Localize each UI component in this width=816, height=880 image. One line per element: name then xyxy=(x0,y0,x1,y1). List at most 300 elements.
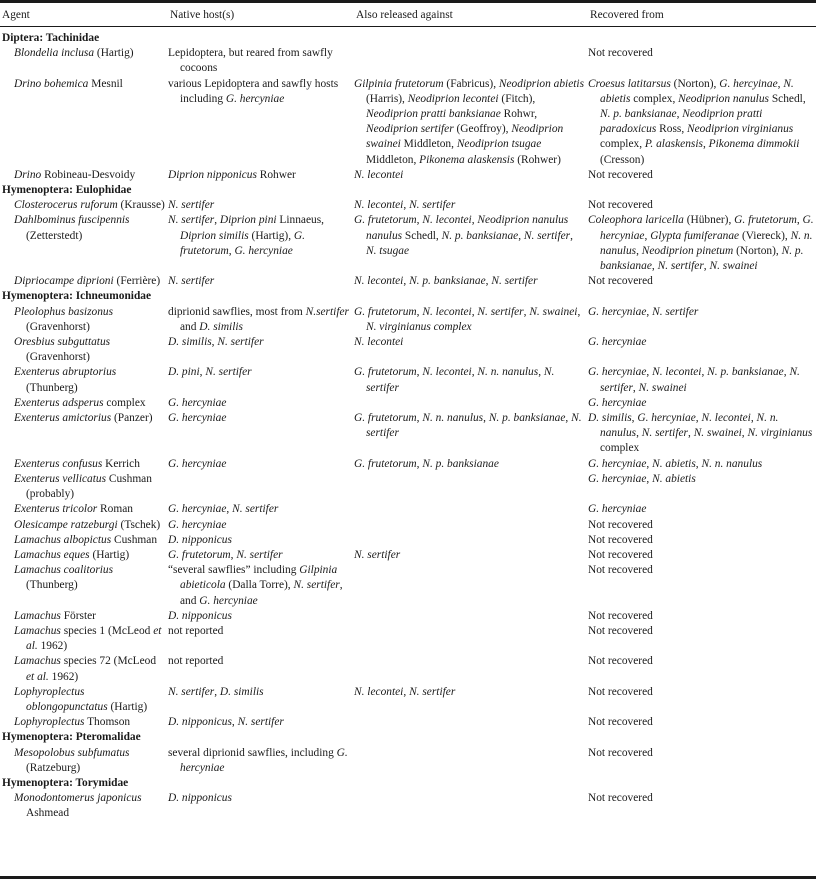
taxon-name: N. tsugae xyxy=(366,244,410,257)
agent-cell xyxy=(0,624,168,654)
taxon-name: Neodiprion abietis xyxy=(498,77,585,90)
cell-text xyxy=(14,624,166,654)
text-run: Not recovered xyxy=(588,746,653,759)
text-run: Not recovered xyxy=(588,518,653,531)
taxon-name: Neodiprion swainei xyxy=(366,123,564,151)
taxon-name: N. abietis xyxy=(652,472,696,485)
taxon-name: N. sertifer xyxy=(293,579,340,592)
taxon-name: G. hercyniae xyxy=(168,503,227,516)
taxon-name: N. p. banksianae xyxy=(441,229,519,242)
taxon-name: D. pini xyxy=(168,366,200,379)
taxon-name: D. nipponicus xyxy=(168,792,232,805)
taxon-name: Diprion similis xyxy=(180,229,249,242)
section-title: Diptera: Tachinidae xyxy=(2,32,100,44)
cell-text xyxy=(168,365,352,380)
taxon-name: G. hercyniae xyxy=(199,594,258,607)
cell-text xyxy=(168,335,352,350)
released-against-cell xyxy=(354,77,588,168)
cell-text xyxy=(168,654,352,669)
text-run: , xyxy=(471,305,478,318)
table-row xyxy=(0,335,816,365)
native-hosts-cell xyxy=(168,457,354,472)
text-run: (Zetterstedt) xyxy=(26,229,83,242)
cell-text xyxy=(168,791,352,806)
native-hosts-cell xyxy=(168,305,354,335)
taxon-name: Monodontomerus japonicus xyxy=(14,792,142,805)
taxon-name: G. frutetorum xyxy=(168,548,231,561)
cell-text xyxy=(14,518,166,533)
taxon-name: N. sertifer xyxy=(366,412,582,440)
cell-text xyxy=(168,274,352,289)
text-run: (Thunberg) xyxy=(26,381,78,394)
section-header-row xyxy=(0,730,816,745)
taxon-name: N. sertifer xyxy=(491,275,538,288)
taxon-name: N. sertifer xyxy=(236,548,283,561)
cell-text xyxy=(14,198,166,213)
text-run: , xyxy=(701,366,708,379)
taxon-name: Glypta fumiferanae xyxy=(650,229,740,242)
cell-text xyxy=(14,563,166,593)
taxon-name: G. hercyniae xyxy=(637,412,696,425)
header-native-hosts: Native host(s) xyxy=(170,9,235,21)
taxon-name: Lamachus eques xyxy=(14,548,90,561)
text-run: (Rohwer) xyxy=(514,153,561,166)
taxon-name: Neodiprion sertifer xyxy=(366,123,454,136)
agent-cell xyxy=(0,654,168,684)
cell-text xyxy=(14,715,166,730)
taxon-name: Exenterus abruptorius xyxy=(14,366,117,379)
released-against-cell xyxy=(354,791,588,821)
taxon-name: G. hercyniae xyxy=(588,472,647,485)
released-against-cell xyxy=(354,533,588,548)
taxon-name: Dahlbominus fuscipennis xyxy=(14,214,130,227)
taxon-name: N. lecontei xyxy=(354,685,404,698)
released-against-cell xyxy=(354,411,588,457)
text-run: 1962) xyxy=(48,670,79,683)
cell-text xyxy=(168,457,352,472)
table-row xyxy=(0,609,816,624)
taxon-name: N. p. banksianae xyxy=(422,457,499,470)
native-hosts-cell xyxy=(168,654,354,684)
taxon-name: Lamachus xyxy=(14,609,61,622)
text-run: , xyxy=(538,366,544,379)
text-run: Not recovered xyxy=(588,199,653,212)
text-run: species 1 (McLeod xyxy=(60,624,154,637)
cell-text xyxy=(14,168,166,183)
released-against-cell xyxy=(354,472,588,502)
cell-text xyxy=(168,518,352,533)
cell-text xyxy=(354,548,586,563)
table-row xyxy=(0,457,816,472)
text-run: (Fitch), xyxy=(498,92,536,105)
text-run: (Hartig) xyxy=(94,47,134,60)
cell-text xyxy=(14,274,166,289)
taxon-name: G. frutetorum xyxy=(734,214,797,227)
text-run: , xyxy=(199,366,206,379)
taxon-name: Dipriocampe diprioni xyxy=(14,275,114,288)
text-run: , xyxy=(214,685,220,698)
taxon-name: N. lecontei xyxy=(422,366,472,379)
taxon-name: N. p. banksianae xyxy=(409,275,486,288)
taxon-name: Exenterus vellicatus xyxy=(14,472,107,485)
cell-text xyxy=(168,533,352,548)
text-run: complex, xyxy=(600,138,645,151)
text-run: Not recovered xyxy=(588,168,653,181)
text-run: Not recovered xyxy=(588,548,653,561)
released-against-cell xyxy=(354,685,588,715)
cell-text xyxy=(354,213,586,259)
native-hosts-cell xyxy=(168,77,354,168)
text-run: (Fabricus), xyxy=(443,77,499,90)
cell-text xyxy=(588,791,814,806)
cell-text xyxy=(14,457,166,472)
text-run: , xyxy=(777,77,784,90)
recovered-from-cell xyxy=(588,715,816,730)
text-run: , xyxy=(636,244,642,257)
cell-text xyxy=(168,46,352,76)
table-row xyxy=(0,685,816,715)
cell-text xyxy=(354,198,586,213)
text-run: Ashmead xyxy=(26,807,70,820)
text-run: Mesnil xyxy=(88,77,123,90)
table-row xyxy=(0,654,816,684)
text-run: , xyxy=(741,427,748,440)
released-against-cell xyxy=(354,46,588,76)
agent-cell xyxy=(0,548,168,563)
cell-text xyxy=(14,533,166,548)
taxon-name: G. hercyniae xyxy=(168,518,227,531)
text-run: (Norton), xyxy=(670,77,720,90)
cell-text xyxy=(354,305,586,335)
taxon-name: D. nipponicus xyxy=(168,716,232,729)
text-run: Thomson xyxy=(84,716,131,729)
text-run: , xyxy=(695,457,702,470)
text-run: (Geoffroy), xyxy=(453,123,512,136)
taxon-name: N. virginianus complex xyxy=(366,320,472,333)
released-against-cell xyxy=(354,457,588,472)
taxon-name: N. sertifer xyxy=(168,199,215,212)
taxon-name: D. nipponicus xyxy=(168,609,232,622)
text-run: , xyxy=(416,412,423,425)
text-run: , xyxy=(646,457,653,470)
text-run: , xyxy=(214,214,220,227)
recovered-from-cell xyxy=(588,685,816,715)
cell-text xyxy=(588,365,814,395)
text-run: Not recovered xyxy=(588,47,653,60)
taxon-name: Lamachus xyxy=(14,655,61,668)
cell-text xyxy=(354,457,586,472)
cell-text xyxy=(588,46,814,61)
native-hosts-cell xyxy=(168,548,354,563)
cell-text xyxy=(588,502,814,517)
taxon-name: D. similis xyxy=(219,685,264,698)
cell-text xyxy=(168,198,352,213)
cell-text xyxy=(354,168,586,183)
released-against-cell xyxy=(354,746,588,776)
cell-text xyxy=(588,654,814,669)
text-run: (Thunberg) xyxy=(26,579,78,592)
section-header-row xyxy=(0,183,816,198)
taxon-name: N.sertifer xyxy=(305,305,349,318)
header-agent: Agent xyxy=(2,9,30,21)
taxon-name: G. frutetorum xyxy=(354,366,417,379)
cell-text xyxy=(588,396,814,411)
taxon-name: N. swainei xyxy=(709,260,758,273)
agent-cell xyxy=(0,274,168,289)
taxon-name: Oresbius subguttatus xyxy=(14,336,111,349)
taxon-name: G. frutetorum xyxy=(180,229,305,257)
agent-cell xyxy=(0,791,168,821)
text-run: Förster xyxy=(60,609,96,622)
agent-cell xyxy=(0,533,168,548)
released-against-cell xyxy=(354,654,588,684)
text-run: , xyxy=(226,503,233,516)
table-row xyxy=(0,46,816,76)
table-row xyxy=(0,746,816,776)
text-run: , xyxy=(636,427,642,440)
text-run: , xyxy=(676,108,683,121)
cell-text xyxy=(588,411,814,457)
native-hosts-cell xyxy=(168,198,354,213)
taxon-name: N. sertifer xyxy=(600,366,800,394)
cell-text xyxy=(168,77,352,107)
taxon-name: Exenterus confusus xyxy=(14,457,103,470)
table-row xyxy=(0,624,816,654)
section-title: Hymenoptera: Eulophidae xyxy=(2,184,132,197)
section-title: Hymenoptera: Torymidae xyxy=(2,776,129,789)
released-against-cell xyxy=(354,335,588,365)
cell-text xyxy=(588,472,814,487)
taxon-name: N. sertifer xyxy=(409,685,456,698)
cell-text xyxy=(354,274,586,289)
native-hosts-cell xyxy=(168,563,354,609)
text-run: Schedl, xyxy=(768,92,806,105)
text-run: , xyxy=(632,381,639,394)
cell-text xyxy=(14,746,166,776)
cell-text xyxy=(588,77,814,168)
text-run: 1962) xyxy=(37,640,68,653)
text-run: (Hartig) xyxy=(89,548,130,561)
recovered-from-cell xyxy=(588,654,816,684)
cell-text xyxy=(168,168,352,183)
taxon-name: N. sertifer xyxy=(366,366,555,394)
text-run: Not recovered xyxy=(588,685,653,698)
released-against-cell xyxy=(354,518,588,533)
text-run: (Ferrière) xyxy=(113,275,161,288)
agent-cell xyxy=(0,77,168,168)
taxon-name: G. hercyniae xyxy=(588,503,647,516)
cell-text xyxy=(14,472,166,502)
text-run: , xyxy=(403,199,410,212)
native-hosts-cell xyxy=(168,411,354,457)
taxon-name: N. sertifer xyxy=(657,260,704,273)
taxon-name: G. hercyniae xyxy=(180,746,348,774)
cell-text xyxy=(168,563,352,609)
text-run: Middleton, xyxy=(366,153,420,166)
text-run: Middleton, xyxy=(400,138,457,151)
text-run: , xyxy=(416,214,423,227)
taxon-name: N. abietis xyxy=(652,457,696,470)
native-hosts-cell xyxy=(168,472,354,502)
taxon-name: D. nipponicus xyxy=(168,533,232,546)
native-hosts-cell xyxy=(168,685,354,715)
table-row xyxy=(0,518,816,533)
cell-text xyxy=(588,274,814,289)
agent-cell xyxy=(0,365,168,395)
taxon-name: N. lecontei xyxy=(422,214,472,227)
taxon-name: Drino xyxy=(14,168,42,181)
cell-text xyxy=(14,335,166,365)
native-hosts-cell xyxy=(168,213,354,274)
taxon-name: Diprion pini xyxy=(219,214,277,227)
taxon-name: N. sertifer xyxy=(523,229,571,242)
table-row xyxy=(0,548,816,563)
cell-text xyxy=(588,624,814,639)
cell-text xyxy=(588,609,814,624)
cell-text xyxy=(168,746,352,776)
taxon-name: G. hercyniae xyxy=(225,92,285,105)
text-run: Lepidoptera, but reared from sawfly cocoons xyxy=(168,47,333,75)
taxon-name: N. swainei xyxy=(693,427,742,440)
table-row xyxy=(0,213,816,274)
cell-text xyxy=(588,533,814,548)
taxon-name: G. hercyniae xyxy=(168,412,227,425)
cell-text xyxy=(14,685,166,715)
text-run: , xyxy=(565,412,572,425)
taxon-name: Neodiprion lecontei xyxy=(407,92,499,105)
section-title: Hymenoptera: Pteromalidae xyxy=(2,731,141,744)
text-run: , xyxy=(783,366,790,379)
recovered-from-cell xyxy=(588,198,816,213)
table-body xyxy=(0,31,816,822)
cell-text xyxy=(588,548,814,563)
text-run: Not recovered xyxy=(588,275,653,288)
cell-text xyxy=(168,305,352,335)
text-run: Not recovered xyxy=(588,609,653,622)
taxon-name: N. p. banksianae xyxy=(600,108,677,121)
text-run: complex xyxy=(600,442,640,455)
cell-text xyxy=(14,791,166,821)
section-header-row xyxy=(0,776,816,791)
native-hosts-cell xyxy=(168,502,354,517)
recovered-from-cell xyxy=(588,77,816,168)
taxon-name: N. n. nanulus xyxy=(600,229,813,257)
cell-text xyxy=(14,365,166,395)
cell-text xyxy=(14,305,166,335)
text-run: Schedl, xyxy=(402,229,442,242)
table-row xyxy=(0,168,816,183)
released-against-cell xyxy=(354,502,588,517)
recovered-from-cell xyxy=(588,791,816,821)
table-top-rule xyxy=(0,0,816,3)
taxon-name: N. lecontei xyxy=(652,366,702,379)
taxon-name: Pleolophus basizonus xyxy=(14,305,114,318)
text-run: , xyxy=(644,229,651,242)
text-run: Not recovered xyxy=(588,655,653,668)
text-run: , xyxy=(577,305,581,318)
header-recovered-from: Recovered from xyxy=(590,9,664,21)
taxon-name: Lamachus coalitorius xyxy=(14,564,114,577)
table-row xyxy=(0,305,816,335)
native-hosts-cell xyxy=(168,791,354,821)
recovered-from-cell xyxy=(588,274,816,289)
native-hosts-cell xyxy=(168,335,354,365)
agent-cell xyxy=(0,685,168,715)
taxon-name: et al. xyxy=(26,624,162,653)
taxon-name: N. p. banksianae xyxy=(600,244,804,273)
taxon-name: P. alaskensis xyxy=(644,138,703,151)
text-run: , xyxy=(631,412,638,425)
native-hosts-cell xyxy=(168,365,354,395)
text-run: (Gravenhorst) xyxy=(26,351,90,364)
released-against-cell xyxy=(354,548,588,563)
agent-cell xyxy=(0,396,168,411)
taxon-name: N. sertifer xyxy=(641,427,688,440)
native-hosts-cell xyxy=(168,518,354,533)
taxon-name: G. hercyniae xyxy=(168,457,227,470)
taxon-name: D. similis xyxy=(588,412,632,425)
text-run: , xyxy=(796,214,803,227)
table-row xyxy=(0,715,816,730)
cell-text xyxy=(588,213,814,274)
text-run: complex xyxy=(103,396,146,409)
text-run: Not recovered xyxy=(588,624,653,637)
text-run: (Ratzeburg) xyxy=(26,761,81,774)
taxon-name: Pikonema alaskensis xyxy=(419,153,515,166)
table-row xyxy=(0,533,816,548)
table-bottom-rule xyxy=(0,876,816,879)
taxon-name: G. hercyniae xyxy=(600,214,814,242)
taxon-name: N. lecontei xyxy=(354,168,404,181)
text-run: , xyxy=(651,260,658,273)
text-run: Not recovered xyxy=(588,716,653,729)
taxon-name: Lophyroplectus oblongopunctatus xyxy=(14,685,108,713)
recovered-from-cell xyxy=(588,335,816,365)
recovered-from-cell xyxy=(588,533,816,548)
table-row xyxy=(0,198,816,213)
taxon-name: G. frutetorum xyxy=(354,214,417,227)
recovered-from-cell xyxy=(588,746,816,776)
taxon-name: N. abietis xyxy=(600,77,794,105)
table-row xyxy=(0,411,816,457)
text-run: , xyxy=(518,229,524,242)
taxon-name: N. sertifer xyxy=(168,214,215,227)
text-run: Rohwr, xyxy=(500,108,538,121)
text-run: Kerrich xyxy=(102,457,140,470)
taxon-name: Olesicampe ratzeburgi xyxy=(14,518,118,531)
text-run: Linnaeus, xyxy=(276,214,325,227)
released-against-cell xyxy=(354,396,588,411)
text-run: , xyxy=(570,229,573,242)
taxon-name: Drino bohemica xyxy=(14,77,89,90)
text-run: , xyxy=(646,366,653,379)
text-run: (Harris), xyxy=(366,92,408,105)
recovered-from-cell xyxy=(588,518,816,533)
text-run: , xyxy=(523,305,530,318)
recovered-from-cell xyxy=(588,502,816,517)
taxon-name: N. n. nanulus xyxy=(600,412,779,440)
cell-text xyxy=(588,457,814,472)
released-against-cell xyxy=(354,715,588,730)
cell-text xyxy=(588,715,814,730)
cell-text xyxy=(14,46,166,61)
native-hosts-cell xyxy=(168,533,354,548)
taxon-name: N. sertifer xyxy=(354,548,401,561)
native-hosts-cell xyxy=(168,624,354,654)
text-run: not reported xyxy=(168,655,224,668)
text-run: , xyxy=(230,548,237,561)
text-run: complex, xyxy=(630,92,679,105)
